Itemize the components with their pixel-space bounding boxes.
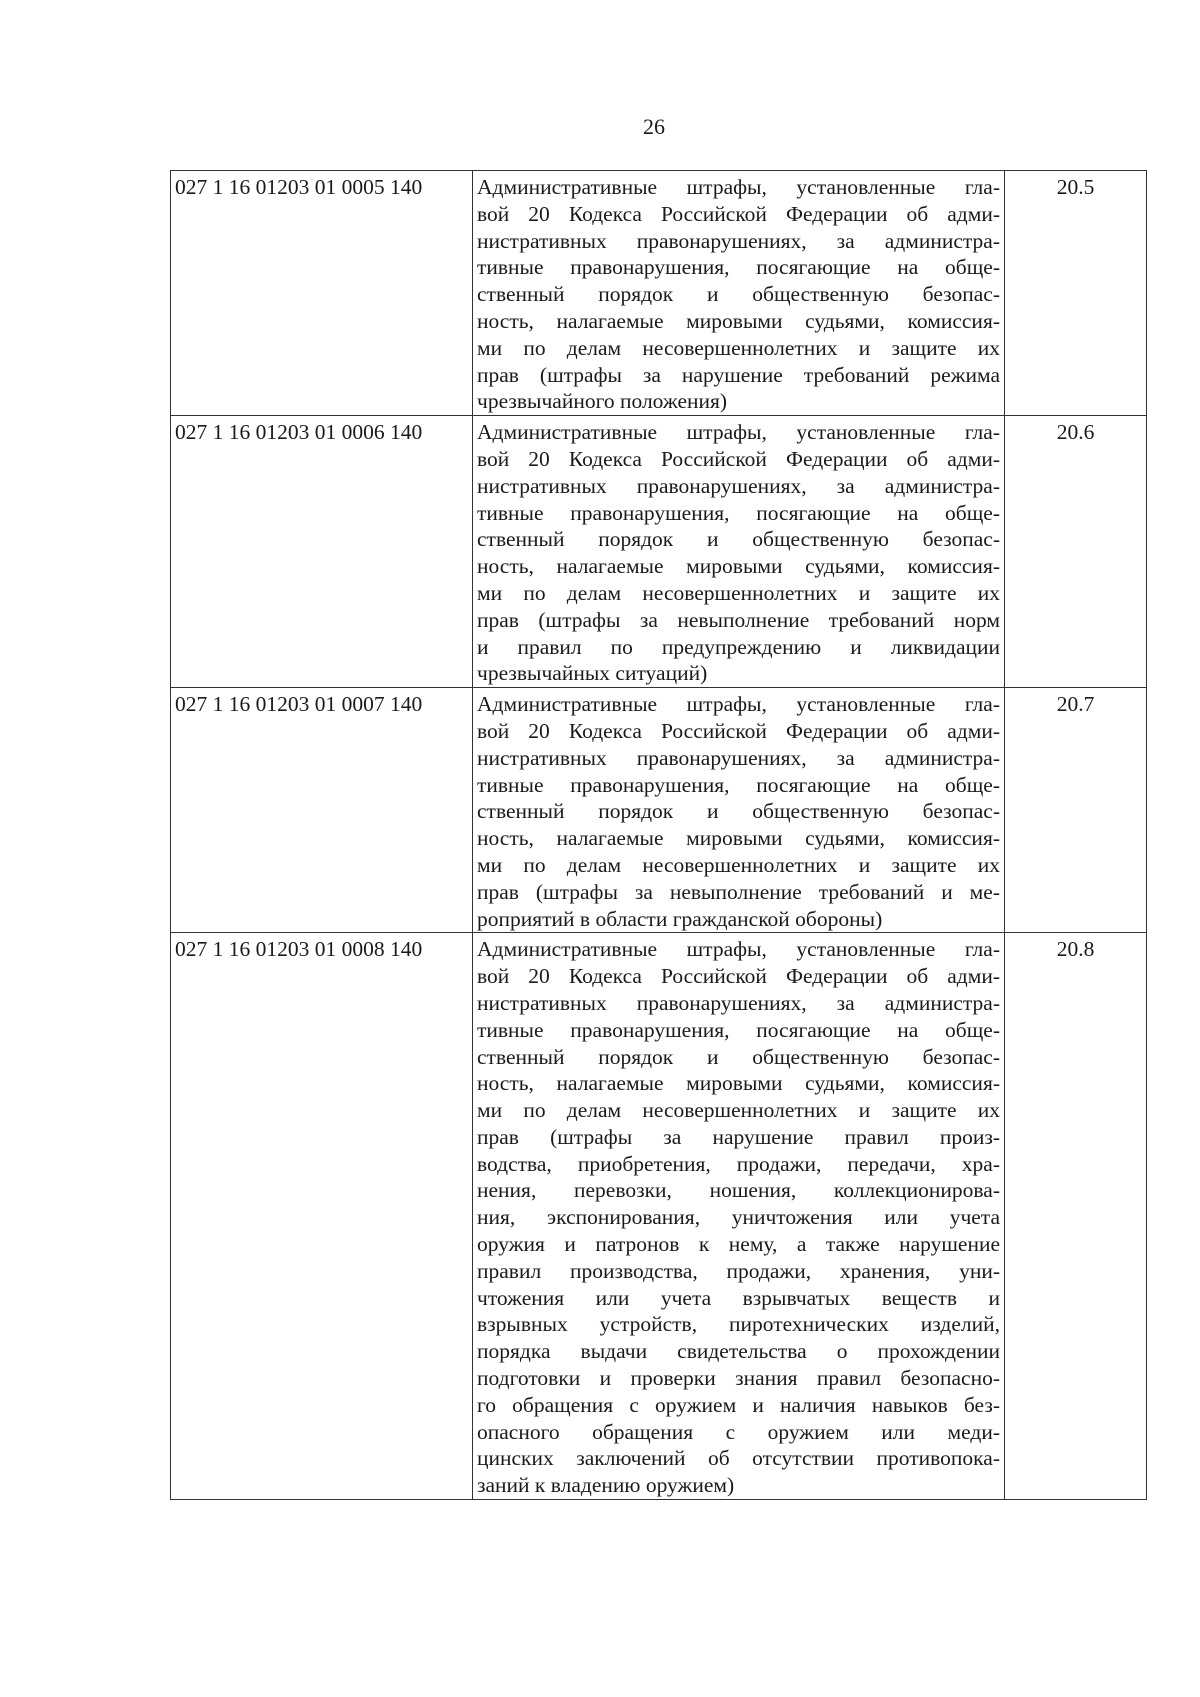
description-line: ственный порядок и общественную безопас- <box>477 1044 1000 1069</box>
article-cell: 20.5 <box>1005 171 1147 416</box>
description-line: чрезвычайных ситуаций) <box>477 661 708 686</box>
description-line: ми по делам несовершеннолетних и защите их <box>477 852 1000 877</box>
page-number: 26 <box>643 114 665 139</box>
article-cell: 20.6 <box>1005 416 1147 688</box>
description-line: и правил по предупреждению и ликвидации <box>477 634 1000 659</box>
description-line: прав (штрафы за невыполнение требований норм <box>477 607 1000 632</box>
description-line: водства, приобретения, продажи, передачи, хра- <box>477 1151 1000 1176</box>
description-line: Административные штрафы, установленные гла- <box>477 420 1000 445</box>
description-line: тивные правонарушения, посягающие на обще- <box>477 500 1000 525</box>
description-line: ность, налагаемые мировыми судьями, комиссия- <box>477 1071 1000 1096</box>
table-row <box>171 416 1147 688</box>
fines-table-body <box>171 171 1147 1500</box>
budget-code-cell: 027 1 16 01203 01 0008 140 <box>171 933 473 1500</box>
description-line: вой 20 Кодекса Российской Федерации об адми- <box>477 964 1000 989</box>
budget-code-cell: 027 1 16 01203 01 0007 140 <box>171 688 473 933</box>
description-line: тивные правонарушения, посягающие на обще- <box>477 1017 1000 1042</box>
description-cell <box>473 688 1005 933</box>
description-line: правил производства, продажи, хранения, уни- <box>477 1258 1000 1283</box>
description-line: вой 20 Кодекса Российской Федерации об адми- <box>477 201 1000 226</box>
description-line: ственный порядок и общественную безопас- <box>477 282 1000 307</box>
description-line: нистративных правонарушениях, за администра- <box>477 228 1000 253</box>
budget-code-cell: 027 1 16 01203 01 0005 140 <box>171 171 473 416</box>
description-line: прав (штрафы за нарушение требований режима <box>477 362 1000 387</box>
description-cell <box>473 171 1005 416</box>
description-line: прав (штрафы за нарушение правил произ- <box>477 1124 1000 1149</box>
description-line: го обращения с оружием и наличия навыков без- <box>477 1392 1000 1417</box>
description-line: оружия и патронов к нему, а также нарушение <box>477 1232 1000 1257</box>
budget-code-cell: 027 1 16 01203 01 0006 140 <box>171 416 473 688</box>
description-line: нения, перевозки, ношения, коллекционирова- <box>477 1178 1000 1203</box>
description-line: Административные штрафы, установленные гла- <box>477 175 1000 199</box>
description-line: вой 20 Кодекса Российской Федерации об адми- <box>477 446 1000 471</box>
description-line: порядка выдачи свидетельства о прохождении <box>477 1339 1000 1364</box>
description-cell <box>473 416 1005 688</box>
description-line: чтожения или учета взрывчатых веществ и <box>477 1285 1000 1310</box>
description-line: ственный порядок и общественную безопас- <box>477 799 1000 824</box>
description-line: ми по делам несовершеннолетних и защите их <box>477 1098 1000 1123</box>
description-line: вой 20 Кодекса Российской Федерации об адми- <box>477 718 1000 743</box>
table-row <box>171 933 1147 1500</box>
description-line: ния, экспонирования, уничтожения или учета <box>477 1205 1000 1230</box>
description-line: подготовки и проверки знания правил безопасно- <box>477 1366 1000 1391</box>
description-line: тивные правонарушения, посягающие на обще- <box>477 255 1000 280</box>
description-line: ность, налагаемые мировыми судьями, комиссия- <box>477 826 1000 851</box>
description-line: ность, налагаемые мировыми судьями, комиссия- <box>477 308 1000 333</box>
table-row <box>171 171 1147 416</box>
description-line: ми по делам несовершеннолетних и защите их <box>477 580 1000 605</box>
description-line: роприятий в области гражданской обороны) <box>477 906 883 931</box>
description-line: тивные правонарушения, посягающие на обще- <box>477 772 1000 797</box>
article-cell: 20.8 <box>1005 933 1147 1500</box>
description-line: заний к владению оружием) <box>477 1473 735 1498</box>
description-line: нистративных правонарушениях, за администра- <box>477 473 1000 498</box>
description-cell <box>473 933 1005 1500</box>
description-line: нистративных правонарушениях, за администра- <box>477 990 1000 1015</box>
description-line: взрывных устройств, пиротехнических изделий, <box>477 1312 1000 1337</box>
description-line: опасного обращения с оружием или меди- <box>477 1419 1000 1444</box>
description-line: цинских заключений об отсутствии противопока- <box>477 1446 1000 1471</box>
description-line: чрезвычайного положения) <box>477 389 728 414</box>
fines-table <box>170 170 1147 1500</box>
description-line: ственный порядок и общественную безопас- <box>477 527 1000 552</box>
description-line: Административные штрафы, установленные гла- <box>477 692 1000 717</box>
table-row <box>171 688 1147 933</box>
article-cell: 20.7 <box>1005 688 1147 933</box>
description-line: прав (штрафы за невыполнение требований и ме- <box>477 879 1000 904</box>
description-line: Административные штрафы, установленные гла- <box>477 937 1000 962</box>
description-line: ность, налагаемые мировыми судьями, комиссия- <box>477 554 1000 579</box>
description-line: нистративных правонарушениях, за администра- <box>477 745 1000 770</box>
description-line: ми по делам несовершеннолетних и защите их <box>477 335 1000 360</box>
